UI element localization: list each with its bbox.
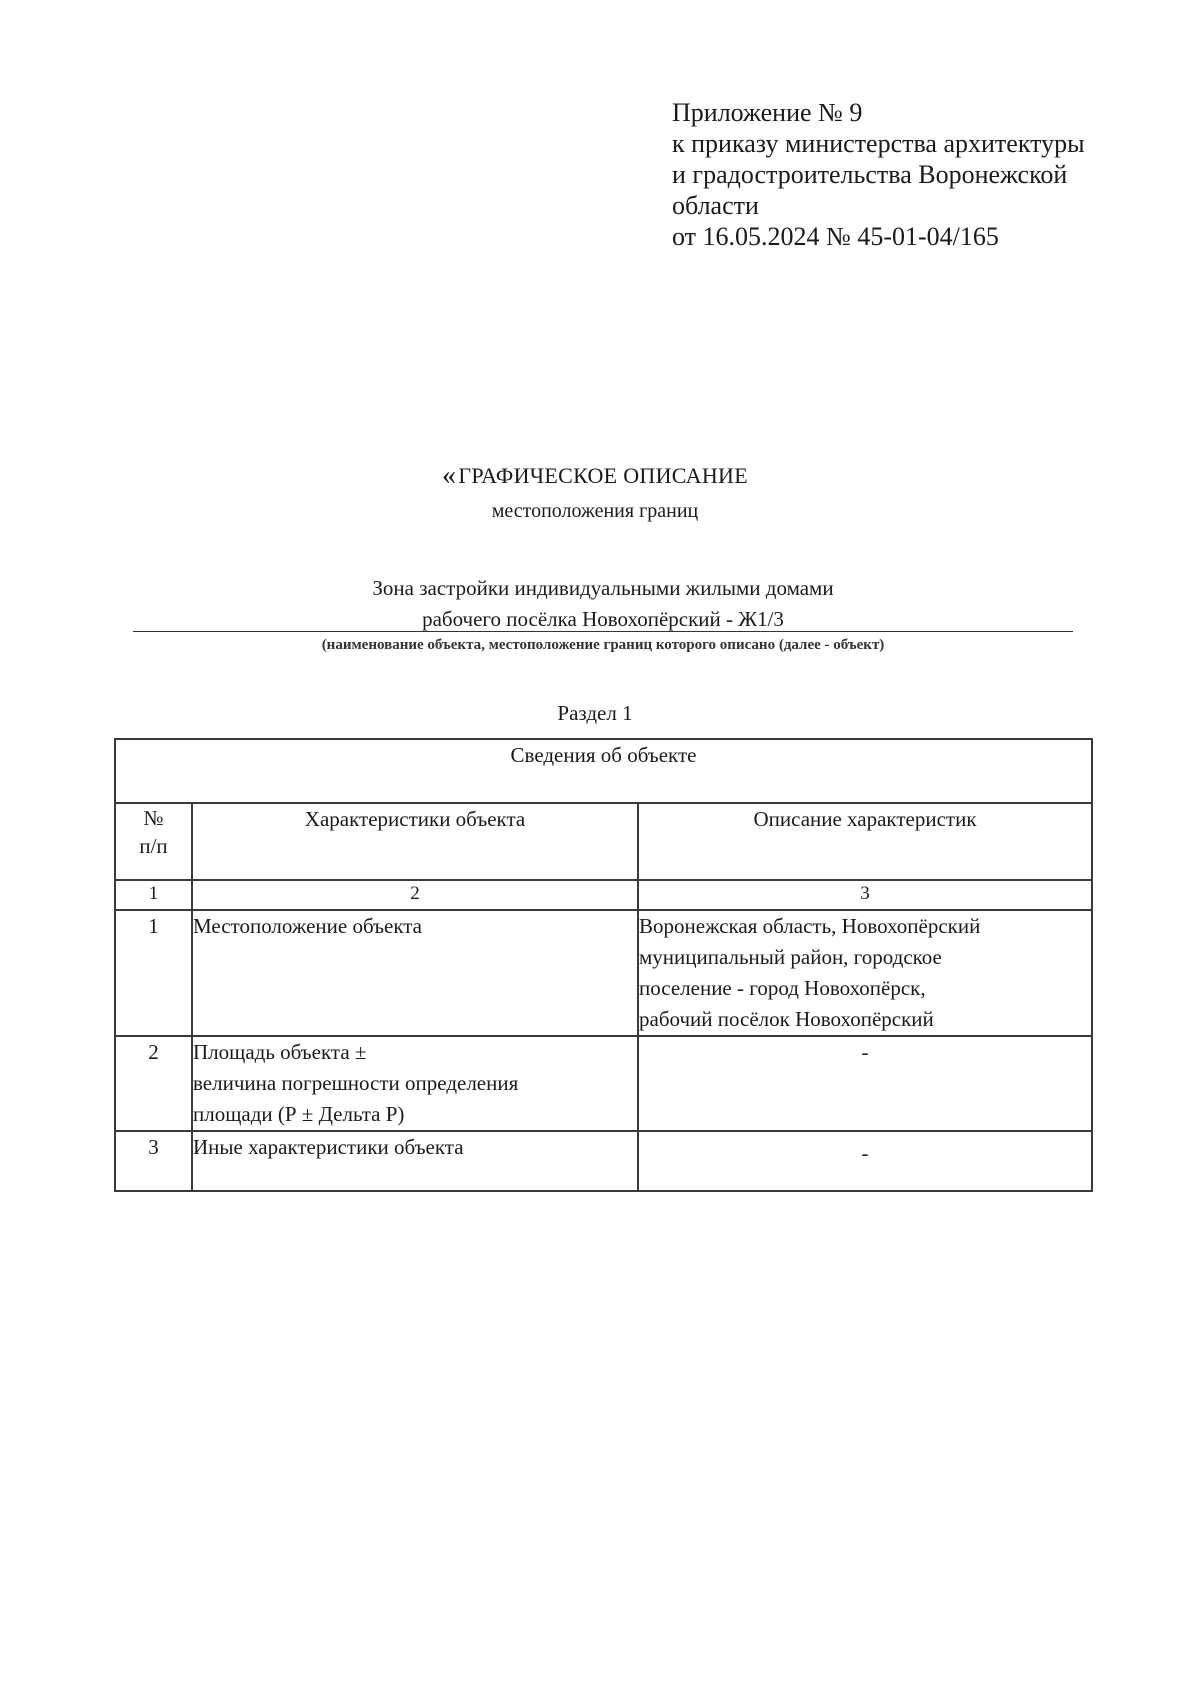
characteristic-line: площади (Р ± Дельта Р) (193, 1102, 405, 1126)
row-description: - (638, 1131, 1092, 1191)
row-number: 2 (115, 1036, 192, 1131)
document-title (115, 460, 1075, 492)
table-caption-row (115, 739, 1092, 803)
appendix-line: Приложение № 9 (672, 98, 863, 127)
row-number: 3 (115, 1131, 192, 1191)
appendix-line: и градостроительства Воронежской (672, 160, 1068, 189)
object-caption: (наименование объекта, местоположение границ которого описано (далее - объект) (321, 637, 885, 653)
quote-mark: « (442, 460, 457, 491)
object-name-line: Зона застройки индивидуальными жилыми домами (372, 576, 834, 600)
index-cell: 2 (192, 880, 638, 910)
document-subtitle: местоположения границ (491, 500, 699, 522)
section-label: Раздел 1 (557, 701, 633, 725)
row-characteristic (192, 1131, 638, 1191)
table-row (115, 1131, 1092, 1191)
object-info-table (114, 738, 1093, 1192)
object-name (133, 573, 1073, 635)
characteristic-line: Иные характеристики объекта (193, 1135, 464, 1159)
description-line: рабочий посёлок Новохопёрский (639, 1007, 934, 1031)
header-characteristic: Характеристики объекта (192, 803, 638, 880)
appendix-line: от 16.05.2024 № 45-01-04/165 (672, 222, 999, 251)
header-num-symbol: № (143, 806, 164, 830)
header-num (115, 803, 192, 880)
object-name-underline (133, 631, 1073, 632)
row-characteristic (192, 1036, 638, 1131)
row-characteristic (192, 910, 638, 1036)
index-cell: 3 (638, 880, 1092, 910)
description-line: Воронежская область, Новохопёрский (639, 914, 981, 938)
characteristic-line: Местоположение объекта (193, 914, 423, 938)
document-title-text: ГРАФИЧЕСКОЕ ОПИСАНИЕ (458, 463, 748, 488)
index-cell: 1 (115, 880, 192, 910)
object-name-line: рабочего посёлка Новохопёрский - Ж1/3 (422, 607, 784, 631)
appendix-line: области (672, 191, 759, 220)
characteristic-line: величина погрешности определения (193, 1071, 519, 1095)
appendix-line: к приказу министерства архитектуры (672, 129, 1085, 158)
row-description: - (638, 1036, 1092, 1131)
table-caption: Сведения об объекте (115, 739, 1092, 803)
characteristic-line: Площадь объекта ± (193, 1040, 367, 1064)
description-line: поселение - город Новохопёрск, (639, 976, 926, 1000)
appendix-header (672, 97, 1142, 252)
table-index-row (115, 880, 1092, 910)
table-header-row (115, 803, 1092, 880)
header-num-abbr: п/п (139, 834, 168, 858)
table-row (115, 910, 1092, 1036)
row-number: 1 (115, 910, 192, 1036)
table-row (115, 1036, 1092, 1131)
row-description (638, 910, 1092, 1036)
description-line: муниципальный район, городское (639, 945, 942, 969)
header-description: Описание характеристик (638, 803, 1092, 880)
